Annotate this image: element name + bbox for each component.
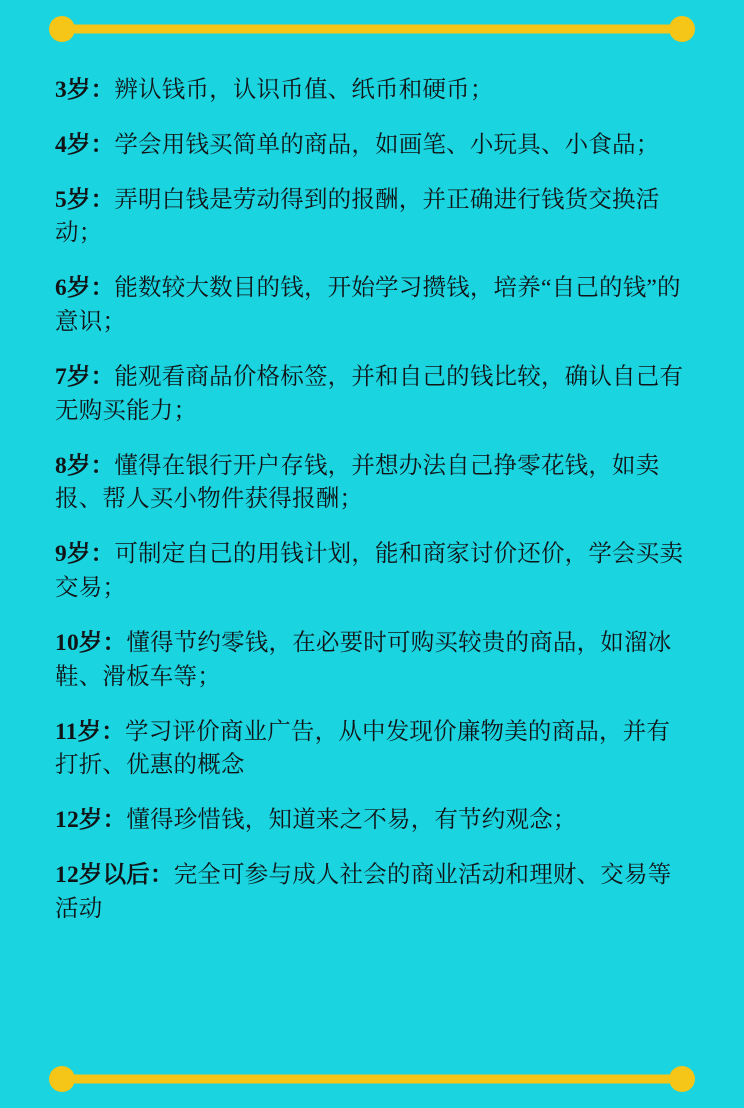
entry-list: [49, 44, 695, 1064]
divider-dot-right-icon: [669, 1066, 695, 1092]
list-item: [55, 538, 689, 606]
list-item: [55, 361, 689, 429]
entry-age-label: 4岁：: [55, 131, 115, 158]
list-item: [55, 272, 689, 340]
list-item: [55, 450, 689, 518]
bottom-divider: [49, 1064, 695, 1094]
entry-age-label: 12岁：: [55, 807, 127, 834]
list-item: [55, 129, 689, 163]
divider-bar: [63, 1075, 681, 1084]
entry-age-label: 3岁：: [55, 77, 115, 103]
entry-age-label: 6岁：: [55, 275, 115, 302]
entry-text: 学会用钱买简单的商品，如画笔、小玩具、小食品；: [114, 131, 660, 158]
list-item: [55, 804, 689, 838]
divider-bar: [63, 25, 681, 34]
entry-age-label: 5岁：: [55, 186, 115, 213]
entry-text: 能观看商品价格标签，并和自己的钱比较，确认自己有无购买能力；: [55, 363, 684, 424]
entry-age-label: 12岁以后：: [55, 862, 174, 889]
entry-age-label: 11岁：: [55, 718, 126, 745]
entry-text: 懂得珍惜钱，知道来之不易，有节约观念；: [126, 807, 577, 834]
list-item: [55, 627, 689, 695]
entry-age-label: 7岁：: [55, 363, 115, 390]
entry-text: 弄明白钱是劳动得到的报酬，并正确进行钱货交换活动；: [55, 186, 660, 247]
list-item: [55, 859, 689, 927]
entry-text: 辨认钱币，认识币值、纸币和硬币；: [114, 77, 494, 103]
entry-text: 懂得节约零钱，在必要时可购买较贵的商品，如溜冰鞋、滑板车等；: [55, 629, 672, 690]
list-item: [55, 184, 689, 252]
top-divider: [49, 14, 695, 44]
list-item: [55, 716, 689, 784]
entry-text: 能数较大数目的钱，开始学习攒钱，培养“自己的钱”的意识；: [55, 275, 681, 336]
divider-dot-right-icon: [669, 16, 695, 42]
entry-text: 可制定自己的用钱计划，能和商家讨价还价，学会买卖交易；: [55, 541, 684, 602]
entry-text: 懂得在银行开户存钱，并想办法自己挣零花钱，如卖报、帮人买小物件获得报酬；: [55, 452, 660, 513]
list-item: [55, 74, 689, 108]
entry-text: 完全可参与成人社会的商业活动和理财、交易等活动: [55, 862, 672, 922]
entry-age-label: 9岁：: [55, 541, 115, 568]
entry-age-label: 10岁：: [55, 629, 127, 656]
entry-text: 学习评价商业广告，从中发现价廉物美的商品，并有打折、优惠的概念: [55, 718, 671, 779]
entry-age-label: 8岁：: [55, 452, 115, 479]
